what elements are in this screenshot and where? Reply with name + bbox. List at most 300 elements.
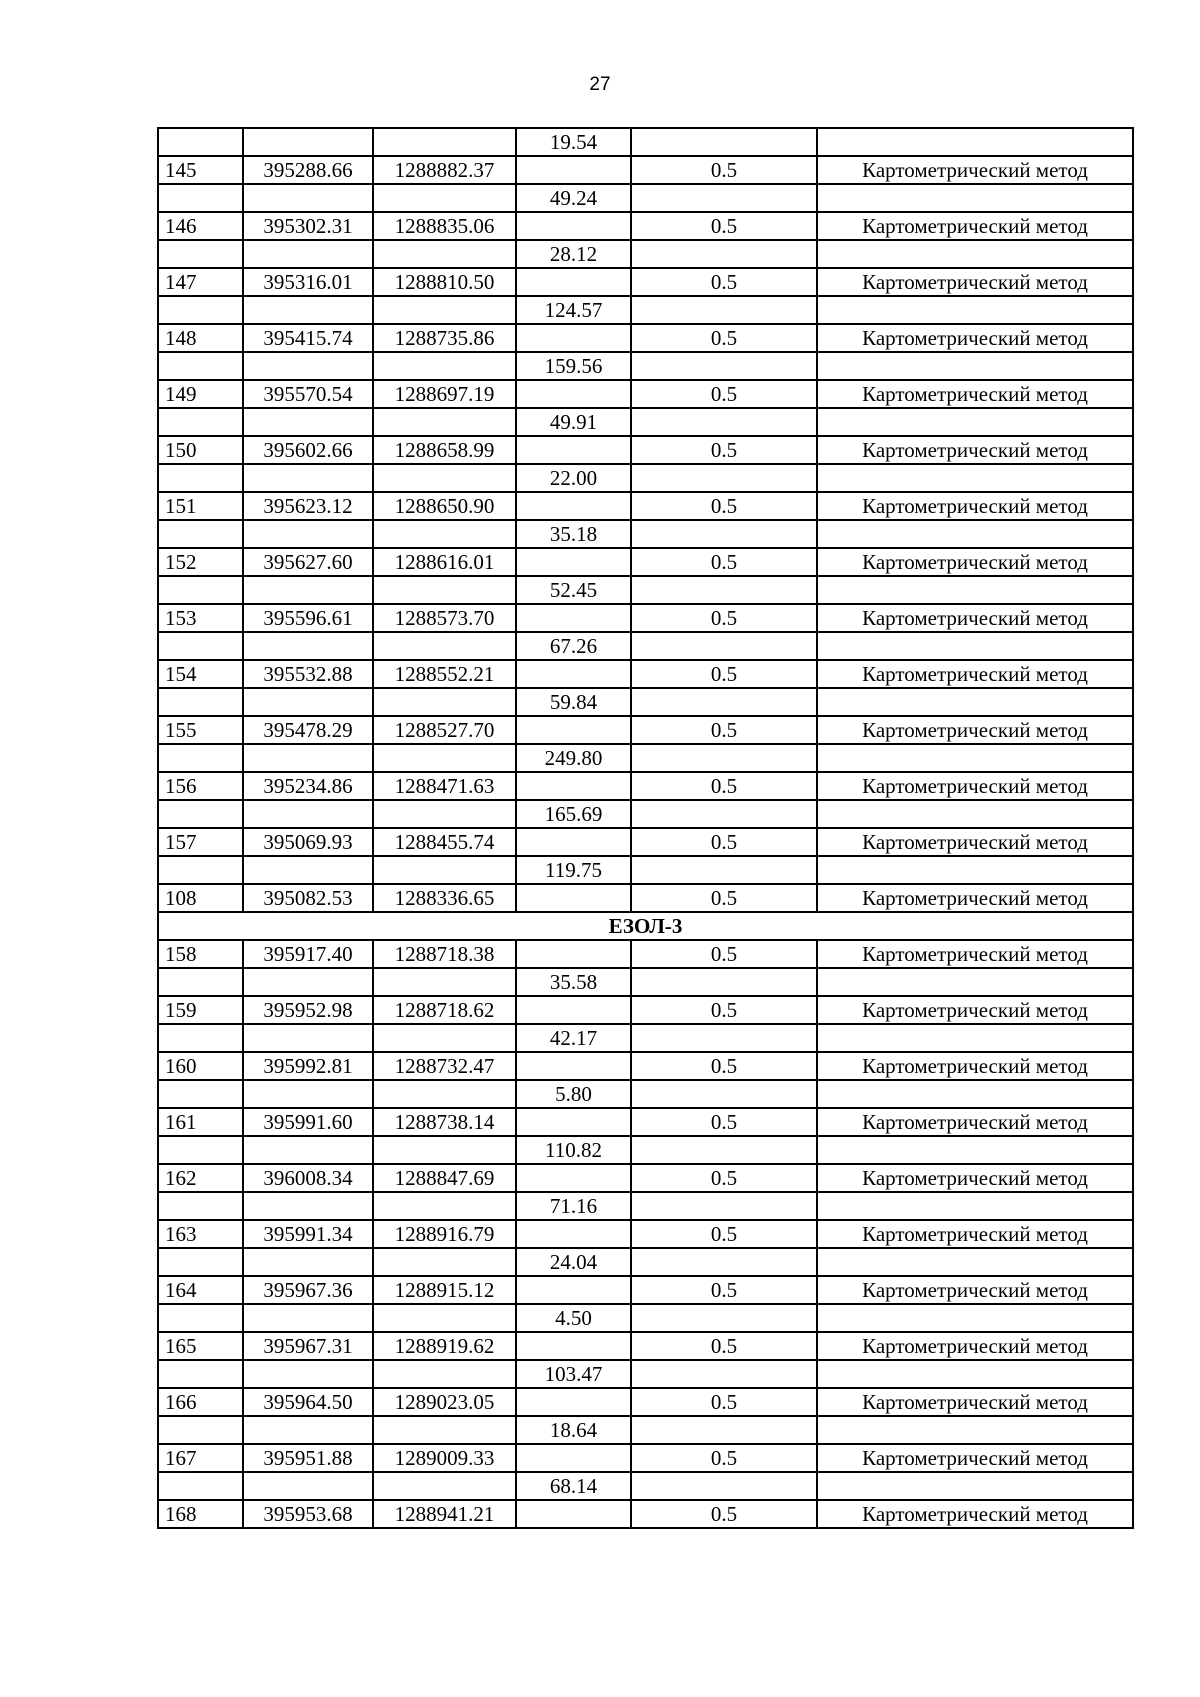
distance-row [158, 632, 1133, 660]
empty-cell [516, 1388, 631, 1416]
distance-cell: 35.58 [516, 968, 631, 996]
distance-row [158, 1472, 1133, 1500]
point-row [158, 156, 1133, 184]
empty-cell [631, 1472, 817, 1500]
distance-cell: 49.24 [516, 184, 631, 212]
y-coordinate-cell: 1288732.47 [373, 1052, 516, 1080]
point-number-cell: 162 [158, 1164, 243, 1192]
empty-cell [158, 1080, 243, 1108]
empty-cell [817, 688, 1133, 716]
y-coordinate-cell: 1288471.63 [373, 772, 516, 800]
empty-cell [243, 240, 373, 268]
point-row [158, 660, 1133, 688]
y-coordinate-cell: 1288835.06 [373, 212, 516, 240]
empty-cell [373, 520, 516, 548]
empty-cell [631, 968, 817, 996]
x-coordinate-cell: 395596.61 [243, 604, 373, 632]
distance-row [158, 128, 1133, 156]
distance-row [158, 408, 1133, 436]
accuracy-cell: 0.5 [631, 492, 817, 520]
empty-cell [243, 632, 373, 660]
empty-cell [243, 408, 373, 436]
empty-cell [631, 800, 817, 828]
empty-cell [373, 352, 516, 380]
empty-cell [631, 1416, 817, 1444]
method-cell: Картометрический метод [817, 1052, 1133, 1080]
method-cell: Картометрический метод [817, 660, 1133, 688]
method-cell: Картометрический метод [817, 324, 1133, 352]
point-number-cell: 148 [158, 324, 243, 352]
x-coordinate-cell: 395316.01 [243, 268, 373, 296]
distance-row [158, 800, 1133, 828]
x-coordinate-cell: 395234.86 [243, 772, 373, 800]
distance-row [158, 296, 1133, 324]
point-row [158, 884, 1133, 912]
x-coordinate-cell: 395069.93 [243, 828, 373, 856]
accuracy-cell: 0.5 [631, 436, 817, 464]
method-cell: Картометрический метод [817, 884, 1133, 912]
method-cell: Картометрический метод [817, 604, 1133, 632]
accuracy-cell: 0.5 [631, 380, 817, 408]
distance-cell: 24.04 [516, 1248, 631, 1276]
empty-cell [516, 156, 631, 184]
empty-cell [243, 352, 373, 380]
accuracy-cell: 0.5 [631, 1108, 817, 1136]
empty-cell [817, 520, 1133, 548]
y-coordinate-cell: 1288573.70 [373, 604, 516, 632]
section-title: ЕЗОЛ-3 [158, 912, 1133, 940]
accuracy-cell: 0.5 [631, 156, 817, 184]
empty-cell [243, 856, 373, 884]
x-coordinate-cell: 395967.31 [243, 1332, 373, 1360]
point-number-cell: 160 [158, 1052, 243, 1080]
empty-cell [817, 744, 1133, 772]
empty-cell [243, 128, 373, 156]
y-coordinate-cell: 1288718.62 [373, 996, 516, 1024]
distance-cell: 5.80 [516, 1080, 631, 1108]
accuracy-cell: 0.5 [631, 940, 817, 968]
point-number-cell: 167 [158, 1444, 243, 1472]
empty-cell [158, 576, 243, 604]
empty-cell [631, 688, 817, 716]
empty-cell [158, 240, 243, 268]
empty-cell [817, 1080, 1133, 1108]
accuracy-cell: 0.5 [631, 268, 817, 296]
x-coordinate-cell: 395415.74 [243, 324, 373, 352]
empty-cell [373, 1304, 516, 1332]
point-number-cell: 154 [158, 660, 243, 688]
y-coordinate-cell: 1288718.38 [373, 940, 516, 968]
empty-cell [158, 1248, 243, 1276]
empty-cell [243, 1248, 373, 1276]
empty-cell [516, 828, 631, 856]
empty-cell [243, 1024, 373, 1052]
point-number-cell: 153 [158, 604, 243, 632]
point-number-cell: 155 [158, 716, 243, 744]
empty-cell [817, 128, 1133, 156]
accuracy-cell: 0.5 [631, 212, 817, 240]
distance-cell: 49.91 [516, 408, 631, 436]
point-row [158, 492, 1133, 520]
y-coordinate-cell: 1288697.19 [373, 380, 516, 408]
empty-cell [158, 184, 243, 212]
empty-cell [817, 184, 1133, 212]
point-row [158, 1276, 1133, 1304]
point-row [158, 548, 1133, 576]
method-cell: Картометрический метод [817, 492, 1133, 520]
empty-cell [243, 744, 373, 772]
x-coordinate-cell: 395951.88 [243, 1444, 373, 1472]
distance-cell: 52.45 [516, 576, 631, 604]
empty-cell [373, 1416, 516, 1444]
point-number-cell: 151 [158, 492, 243, 520]
empty-cell [158, 520, 243, 548]
x-coordinate-cell: 395627.60 [243, 548, 373, 576]
distance-cell: 119.75 [516, 856, 631, 884]
empty-cell [158, 1472, 243, 1500]
accuracy-cell: 0.5 [631, 772, 817, 800]
empty-cell [817, 1416, 1133, 1444]
point-number-cell: 161 [158, 1108, 243, 1136]
empty-cell [243, 184, 373, 212]
method-cell: Картометрический метод [817, 212, 1133, 240]
method-cell: Картометрический метод [817, 1500, 1133, 1528]
x-coordinate-cell: 395623.12 [243, 492, 373, 520]
empty-cell [373, 1024, 516, 1052]
method-cell: Картометрический метод [817, 1276, 1133, 1304]
point-number-cell: 150 [158, 436, 243, 464]
coordinates-table-body [158, 128, 1133, 1528]
empty-cell [373, 408, 516, 436]
empty-cell [158, 128, 243, 156]
point-row [158, 436, 1133, 464]
accuracy-cell: 0.5 [631, 660, 817, 688]
distance-row [158, 1248, 1133, 1276]
empty-cell [817, 576, 1133, 604]
accuracy-cell: 0.5 [631, 828, 817, 856]
point-number-cell: 146 [158, 212, 243, 240]
empty-cell [817, 856, 1133, 884]
point-row [158, 324, 1133, 352]
accuracy-cell: 0.5 [631, 548, 817, 576]
empty-cell [373, 464, 516, 492]
empty-cell [631, 1304, 817, 1332]
distance-row [158, 240, 1133, 268]
accuracy-cell: 0.5 [631, 1444, 817, 1472]
empty-cell [817, 408, 1133, 436]
x-coordinate-cell: 395478.29 [243, 716, 373, 744]
y-coordinate-cell: 1288650.90 [373, 492, 516, 520]
distance-row [158, 1024, 1133, 1052]
empty-cell [631, 1080, 817, 1108]
x-coordinate-cell: 395964.50 [243, 1388, 373, 1416]
empty-cell [516, 436, 631, 464]
y-coordinate-cell: 1288810.50 [373, 268, 516, 296]
empty-cell [243, 1360, 373, 1388]
distance-row [158, 1304, 1133, 1332]
empty-cell [817, 968, 1133, 996]
empty-cell [373, 576, 516, 604]
empty-cell [631, 408, 817, 436]
point-row [158, 940, 1133, 968]
empty-cell [158, 1192, 243, 1220]
empty-cell [373, 1360, 516, 1388]
distance-row [158, 856, 1133, 884]
empty-cell [817, 1192, 1133, 1220]
page-number: 27 [589, 74, 611, 95]
distance-row [158, 968, 1133, 996]
point-row [158, 380, 1133, 408]
empty-cell [516, 716, 631, 744]
empty-cell [373, 1248, 516, 1276]
x-coordinate-cell: 396008.34 [243, 1164, 373, 1192]
distance-cell: 159.56 [516, 352, 631, 380]
distance-row [158, 576, 1133, 604]
empty-cell [373, 296, 516, 324]
empty-cell [243, 296, 373, 324]
empty-cell [817, 352, 1133, 380]
distance-cell: 59.84 [516, 688, 631, 716]
section-row [158, 912, 1133, 940]
point-number-cell: 149 [158, 380, 243, 408]
accuracy-cell: 0.5 [631, 1220, 817, 1248]
empty-cell [373, 744, 516, 772]
distance-cell: 42.17 [516, 1024, 631, 1052]
x-coordinate-cell: 395967.36 [243, 1276, 373, 1304]
x-coordinate-cell: 395992.81 [243, 1052, 373, 1080]
y-coordinate-cell: 1288616.01 [373, 548, 516, 576]
y-coordinate-cell: 1289009.33 [373, 1444, 516, 1472]
empty-cell [373, 688, 516, 716]
accuracy-cell: 0.5 [631, 604, 817, 632]
point-row [158, 1108, 1133, 1136]
empty-cell [631, 464, 817, 492]
point-row [158, 716, 1133, 744]
x-coordinate-cell: 395991.60 [243, 1108, 373, 1136]
empty-cell [631, 1136, 817, 1164]
distance-row [158, 1416, 1133, 1444]
empty-cell [631, 1024, 817, 1052]
empty-cell [631, 128, 817, 156]
empty-cell [243, 800, 373, 828]
x-coordinate-cell: 395952.98 [243, 996, 373, 1024]
empty-cell [158, 1416, 243, 1444]
method-cell: Картометрический метод [817, 156, 1133, 184]
point-number-cell: 152 [158, 548, 243, 576]
method-cell: Картометрический метод [817, 1108, 1133, 1136]
empty-cell [158, 352, 243, 380]
distance-cell: 28.12 [516, 240, 631, 268]
empty-cell [817, 1136, 1133, 1164]
distance-cell: 165.69 [516, 800, 631, 828]
method-cell: Картометрический метод [817, 1332, 1133, 1360]
empty-cell [373, 632, 516, 660]
accuracy-cell: 0.5 [631, 1332, 817, 1360]
point-row [158, 212, 1133, 240]
point-number-cell: 158 [158, 940, 243, 968]
empty-cell [373, 968, 516, 996]
y-coordinate-cell: 1288738.14 [373, 1108, 516, 1136]
empty-cell [516, 324, 631, 352]
distance-row [158, 1192, 1133, 1220]
empty-cell [243, 1080, 373, 1108]
method-cell: Картометрический метод [817, 716, 1133, 744]
distance-row [158, 352, 1133, 380]
distance-cell: 124.57 [516, 296, 631, 324]
empty-cell [158, 744, 243, 772]
empty-cell [817, 1304, 1133, 1332]
empty-cell [373, 240, 516, 268]
empty-cell [158, 856, 243, 884]
x-coordinate-cell: 395602.66 [243, 436, 373, 464]
empty-cell [243, 1192, 373, 1220]
accuracy-cell: 0.5 [631, 1388, 817, 1416]
y-coordinate-cell: 1288882.37 [373, 156, 516, 184]
distance-row [158, 1360, 1133, 1388]
point-number-cell: 147 [158, 268, 243, 296]
empty-cell [516, 1164, 631, 1192]
empty-cell [373, 800, 516, 828]
point-number-cell: 166 [158, 1388, 243, 1416]
y-coordinate-cell: 1288336.65 [373, 884, 516, 912]
point-number-cell: 165 [158, 1332, 243, 1360]
y-coordinate-cell: 1288658.99 [373, 436, 516, 464]
point-number-cell: 168 [158, 1500, 243, 1528]
empty-cell [158, 1136, 243, 1164]
empty-cell [243, 1304, 373, 1332]
point-number-cell: 108 [158, 884, 243, 912]
x-coordinate-cell: 395570.54 [243, 380, 373, 408]
x-coordinate-cell: 395532.88 [243, 660, 373, 688]
accuracy-cell: 0.5 [631, 1164, 817, 1192]
y-coordinate-cell: 1288552.21 [373, 660, 516, 688]
method-cell: Картометрический метод [817, 1388, 1133, 1416]
point-row [158, 1332, 1133, 1360]
empty-cell [243, 968, 373, 996]
empty-cell [516, 940, 631, 968]
empty-cell [243, 1472, 373, 1500]
distance-row [158, 184, 1133, 212]
accuracy-cell: 0.5 [631, 1500, 817, 1528]
empty-cell [516, 660, 631, 688]
empty-cell [158, 1360, 243, 1388]
point-number-cell: 145 [158, 156, 243, 184]
empty-cell [373, 1136, 516, 1164]
y-coordinate-cell: 1288455.74 [373, 828, 516, 856]
accuracy-cell: 0.5 [631, 884, 817, 912]
accuracy-cell: 0.5 [631, 1052, 817, 1080]
distance-cell: 68.14 [516, 1472, 631, 1500]
empty-cell [516, 1444, 631, 1472]
empty-cell [516, 1500, 631, 1528]
empty-cell [516, 772, 631, 800]
empty-cell [631, 296, 817, 324]
empty-cell [516, 1276, 631, 1304]
empty-cell [516, 1108, 631, 1136]
method-cell: Картометрический метод [817, 1444, 1133, 1472]
empty-cell [631, 1360, 817, 1388]
point-row [158, 604, 1133, 632]
empty-cell [158, 968, 243, 996]
empty-cell [817, 632, 1133, 660]
x-coordinate-cell: 395302.31 [243, 212, 373, 240]
empty-cell [631, 184, 817, 212]
method-cell: Картометрический метод [817, 268, 1133, 296]
distance-row [158, 464, 1133, 492]
empty-cell [373, 128, 516, 156]
empty-cell [243, 520, 373, 548]
empty-cell [631, 856, 817, 884]
empty-cell [516, 268, 631, 296]
point-row [158, 1444, 1133, 1472]
point-number-cell: 157 [158, 828, 243, 856]
y-coordinate-cell: 1288916.79 [373, 1220, 516, 1248]
x-coordinate-cell: 395991.34 [243, 1220, 373, 1248]
point-row [158, 772, 1133, 800]
empty-cell [373, 856, 516, 884]
empty-cell [158, 296, 243, 324]
y-coordinate-cell: 1288847.69 [373, 1164, 516, 1192]
empty-cell [817, 1360, 1133, 1388]
distance-cell: 103.47 [516, 1360, 631, 1388]
point-row [158, 1052, 1133, 1080]
point-number-cell: 159 [158, 996, 243, 1024]
empty-cell [516, 1332, 631, 1360]
method-cell: Картометрический метод [817, 548, 1133, 576]
empty-cell [373, 1192, 516, 1220]
distance-cell: 22.00 [516, 464, 631, 492]
distance-cell: 110.82 [516, 1136, 631, 1164]
empty-cell [243, 464, 373, 492]
empty-cell [631, 576, 817, 604]
empty-cell [516, 548, 631, 576]
empty-cell [516, 212, 631, 240]
empty-cell [817, 1472, 1133, 1500]
empty-cell [631, 1248, 817, 1276]
point-row [158, 828, 1133, 856]
point-number-cell: 164 [158, 1276, 243, 1304]
empty-cell [631, 1192, 817, 1220]
distance-row [158, 744, 1133, 772]
empty-cell [158, 1024, 243, 1052]
y-coordinate-cell: 1288919.62 [373, 1332, 516, 1360]
method-cell: Картометрический метод [817, 1220, 1133, 1248]
empty-cell [373, 184, 516, 212]
method-cell: Картометрический метод [817, 1164, 1133, 1192]
empty-cell [158, 464, 243, 492]
accuracy-cell: 0.5 [631, 324, 817, 352]
point-row [158, 1220, 1133, 1248]
method-cell: Картометрический метод [817, 940, 1133, 968]
distance-row [158, 1080, 1133, 1108]
empty-cell [158, 408, 243, 436]
method-cell: Картометрический метод [817, 828, 1133, 856]
y-coordinate-cell: 1288527.70 [373, 716, 516, 744]
y-coordinate-cell: 1288941.21 [373, 1500, 516, 1528]
point-number-cell: 156 [158, 772, 243, 800]
distance-cell: 67.26 [516, 632, 631, 660]
empty-cell [243, 1136, 373, 1164]
empty-cell [516, 884, 631, 912]
x-coordinate-cell: 395917.40 [243, 940, 373, 968]
y-coordinate-cell: 1288735.86 [373, 324, 516, 352]
point-number-cell: 163 [158, 1220, 243, 1248]
x-coordinate-cell: 395082.53 [243, 884, 373, 912]
x-coordinate-cell: 395953.68 [243, 1500, 373, 1528]
x-coordinate-cell: 395288.66 [243, 156, 373, 184]
empty-cell [631, 520, 817, 548]
point-row [158, 1164, 1133, 1192]
